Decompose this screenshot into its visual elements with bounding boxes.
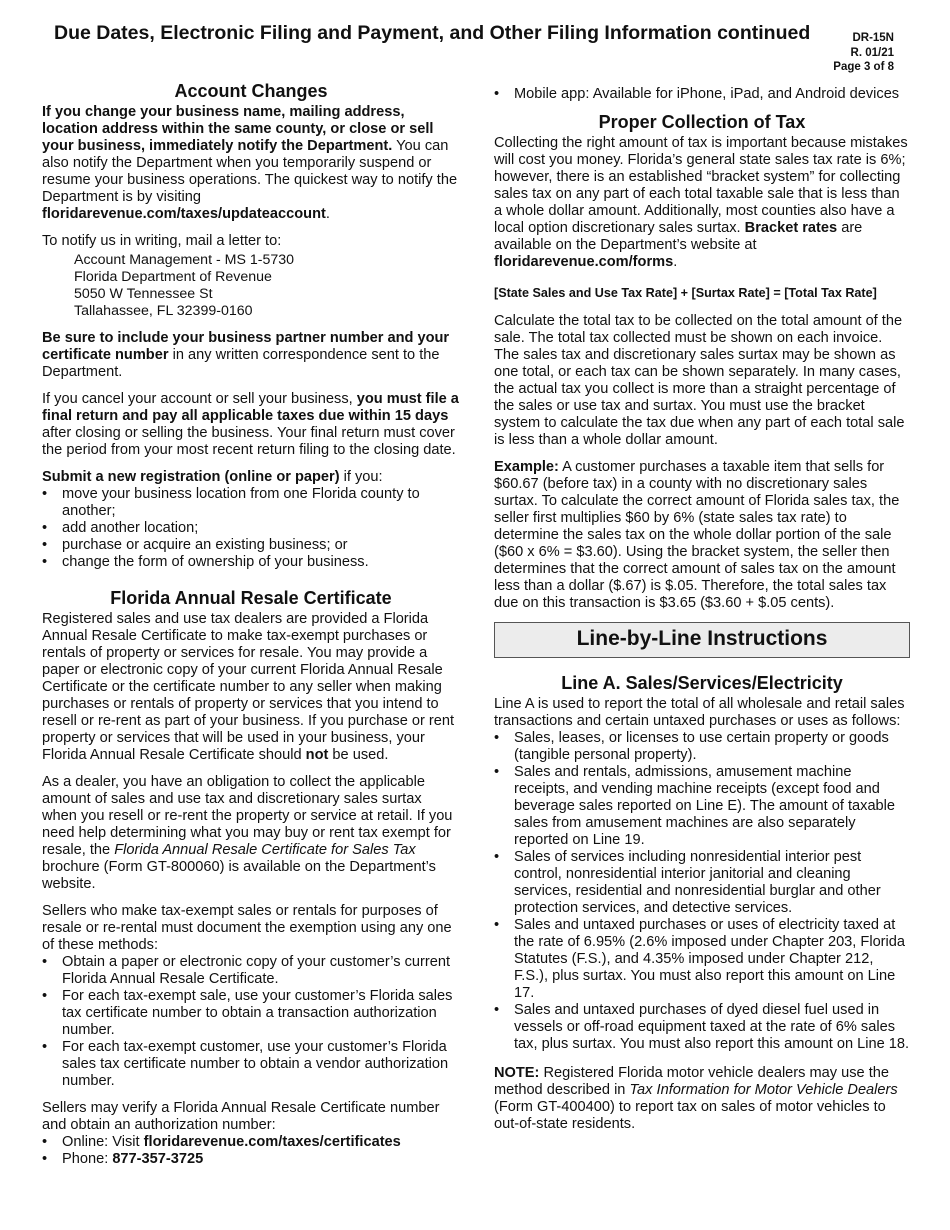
forms-link[interactable]: floridarevenue.com/forms — [494, 254, 674, 270]
resale-para-4: Sellers may verify a Florida Annual Resale Certificate number and obtain an authorization number: — [42, 1100, 440, 1133]
address-line: Account Management - MS 1-5730 — [74, 252, 295, 268]
address-line: Tallahassee, FL 32399-0160 — [74, 303, 253, 319]
collection-para-2: Calculate the total tax to be collected on the total amount of the sale. The total tax collected must be shown on each invoice. The sales tax and discretionary sales surtax may be shown as one total, or each tax can be shown separately. In many cases, the actual tax you collect is more than a straight percentage of the sales or use tax and surtax. You must use the bracket system to calculate the tax due when any part of each total sale is less than a whole dollar amount. — [494, 313, 905, 448]
address-line: Florida Department of Revenue — [74, 269, 272, 285]
proper-collection-heading: Proper Collection of Tax — [598, 112, 806, 132]
account-changes-para-3 — [42, 330, 460, 381]
bold-text: not — [305, 747, 329, 763]
resale-para-1 — [42, 611, 460, 764]
form-id-block — [833, 31, 894, 75]
text: Online: Visit — [62, 1134, 144, 1150]
list-item: • Sales and untaxed purchases or uses of electricity taxed at the rate of 6.95% (2.6% imposed under Chapter 203, Florida Statutes (F.S.), and 4.35% imposed under Chapter 212, F.S.), plus surtax. You must also report this amount on Line 17. — [494, 917, 910, 1002]
bold-text: Be sure to include your business partner number and your certificate number — [42, 330, 450, 363]
page-title: Due Dates, Electronic Filing and Payment, and Other Filing Information continued — [54, 22, 811, 44]
list-item — [42, 1151, 460, 1168]
tax-rate-formula: [State Sales and Use Tax Rate] + [Surtax Rate] = [Total Tax Rate] — [494, 286, 877, 300]
list-item: • For each tax-exempt sale, use your customer’s Florida sales tax certificate number to obtain a transaction authorization number. — [42, 988, 460, 1039]
resale-heading: Florida Annual Resale Certificate — [110, 588, 392, 608]
text: be used. — [328, 747, 389, 763]
phone-number: 877-357-3725 — [112, 1151, 204, 1167]
resale-certificate-section — [42, 587, 460, 1168]
list-item: • move your business location from one Florida county to another; — [42, 486, 460, 520]
list-item: • Obtain a paper or electronic copy of your customer’s current Florida Annual Resale Certificate. — [42, 954, 460, 988]
line-by-line-header-box: Line-by-Line Instructions — [494, 622, 910, 658]
note-paragraph — [494, 1065, 910, 1133]
mobile-app-bullet: • Mobile app: Available for iPhone, iPad, and Android devices — [494, 86, 910, 103]
text: after closing or selling the business. Your final return must cover the period from your most recent return filing to the closing date. — [42, 425, 456, 458]
list-item: • Sales of services including nonresidential interior pest control, nonresidential interior janitorial and cleaning services, residential and nonresidential burglar and other protection services, and detective services. — [494, 849, 910, 917]
text: Registered sales and use tax dealers are provided a Florida Annual Resale Certificate to make tax-exempt purchases or rentals of property or services for resale. You may provide a paper or electronic copy of your current Florida Annual Resale Certificate or the certificate number to any seller when making purchases or rentals of property or services that you intend to resell or re-rent as part of your business. If you purchase or rent property or services that will be used in your business, your Florida Annual Resale Certificate should — [42, 611, 455, 763]
address-line: 5050 W Tennessee St — [74, 286, 213, 302]
exemption-methods-list — [42, 954, 460, 1090]
line-a-list — [494, 730, 910, 1053]
text: if you: — [339, 469, 383, 485]
resale-para-3: Sellers who make tax-exempt sales or rentals for purposes of resale or re-rental must document the exemption using any one of these methods: — [42, 903, 452, 953]
text: Phone: — [62, 1151, 113, 1167]
list-item: • Sales and untaxed purchases of dyed diesel fuel used in vessels or off-road equipment taxed at the rate of 6% sales tax, plus surtax. You must also report this amount on Line 18. — [494, 1002, 910, 1053]
text: . — [673, 254, 678, 270]
line-a-section — [494, 672, 910, 1133]
account-changes-section — [42, 80, 460, 571]
proper-collection-section — [494, 111, 910, 612]
verification-list — [42, 1134, 460, 1168]
text: . — [325, 206, 330, 222]
italic-text: Tax Information for Motor Vehicle Dealers — [629, 1082, 898, 1098]
list-item: • For each tax-exempt customer, use your customer’s Florida sales tax certificate number to obtain a vendor authorization number. — [42, 1039, 460, 1090]
left-column — [42, 80, 460, 1178]
list-item: • Sales, leases, or licenses to use certain property or goods (tangible personal property). — [494, 730, 910, 764]
text: If you cancel your account or sell your business, — [42, 391, 357, 407]
account-changes-para-4 — [42, 391, 460, 459]
text: A customer purchases a taxable item that sells for $60.67 (before tax) in a county with no discretionary sales surtax. To calculate the correct amount of Florida sales tax, the seller first multiplies $60 by 6% (state sales tax rate) to determine the sales tax on the whole dollar portion of the sale ($60 x 6% = $3.60). Using the bracket system, the seller then determines that the correct amount of sales tax on the amount less than a dollar ($.67) is $.05. Therefore, the total sales tax due on this transaction is $3.65 ($3.60 + $.05 cents). — [494, 459, 900, 611]
text: As a dealer, you have an obligation to collect the applicable amount of sales and use tax and discretionary sales surtax when you resell or re-rent the property or service at retail. If you need help determining what you may buy or rent tax exempt for resale, the — [42, 774, 453, 858]
collection-para-1 — [494, 135, 910, 271]
update-account-link[interactable]: floridarevenue.com/taxes/updateaccount — [42, 206, 326, 222]
italic-text: Florida Annual Resale Certificate for Sales Tax — [114, 842, 416, 858]
account-changes-heading: Account Changes — [174, 81, 328, 101]
page-number: Page 3 of 8 — [833, 61, 894, 73]
list-item: • Sales and rentals, admissions, amusement machine receipts, and vending machine receipts (except food and beverage sales reported on Line E). The amount of taxable sales from amusement machines are also separately reported on Line 19. — [494, 764, 910, 849]
text: (Form GT-400400) to report tax on sales of motor vehicles to out-of-state residents. — [494, 1099, 886, 1132]
right-column — [494, 80, 910, 1143]
text: in any written correspondence sent to the Department. — [42, 347, 440, 380]
line-a-intro: Line A is used to report the total of all wholesale and retail sales transactions and certain untaxed purchases or uses as follows: — [494, 696, 905, 729]
form-revision: R. 01/21 — [850, 46, 894, 59]
example-label: Example: — [494, 459, 559, 475]
text: Collecting the right amount of tax is important because mistakes will cost you money. Florida’s general state sales tax rate is 6%; however, there is an established “bracket system” for collecting sales tax on any part of each total taxable sale that is less than a whole dollar amount. Additionally, most counties also have a local option discretionary sales surtax. — [494, 135, 908, 236]
list-item: • change the form of ownership of your business. — [42, 554, 460, 571]
example-paragraph — [494, 459, 910, 612]
mailing-address — [74, 252, 460, 320]
registration-list — [42, 486, 460, 571]
text: are available on the Department’s website at — [494, 220, 863, 253]
list-item: • add another location; — [42, 520, 460, 537]
line-a-heading: Line A. Sales/Services/Electricity — [561, 673, 843, 693]
form-number: DR-15N — [852, 32, 894, 44]
resale-para-2 — [42, 774, 460, 893]
text: You can also notify the Department when you temporarily suspend or resume your business operations. The quickest way to notify the Department is by visiting — [42, 138, 458, 205]
bold-text: you must file a final return and pay all applicable taxes due within 15 days — [42, 391, 459, 424]
certificates-link[interactable]: floridarevenue.com/taxes/certificates — [143, 1134, 401, 1150]
list-item: • purchase or acquire an existing business; or — [42, 537, 460, 554]
account-changes-para-5 — [42, 469, 460, 486]
list-item — [42, 1134, 460, 1151]
account-changes-para-1 — [42, 104, 460, 223]
mail-intro: To notify us in writing, mail a letter to: — [42, 233, 282, 249]
bold-text: Bracket rates — [744, 220, 838, 236]
text: brochure (Form GT-800060) is available on the Department’s website. — [42, 859, 436, 892]
text: Registered Florida motor vehicle dealers may use the method described in — [494, 1065, 890, 1098]
note-label: NOTE: — [494, 1065, 540, 1081]
bold-text: If you change your business name, mailing address, location address within the same county, or close or sell your business, immediately notify the Department. — [42, 104, 434, 154]
bold-text: Submit a new registration (online or paper) — [42, 469, 340, 485]
